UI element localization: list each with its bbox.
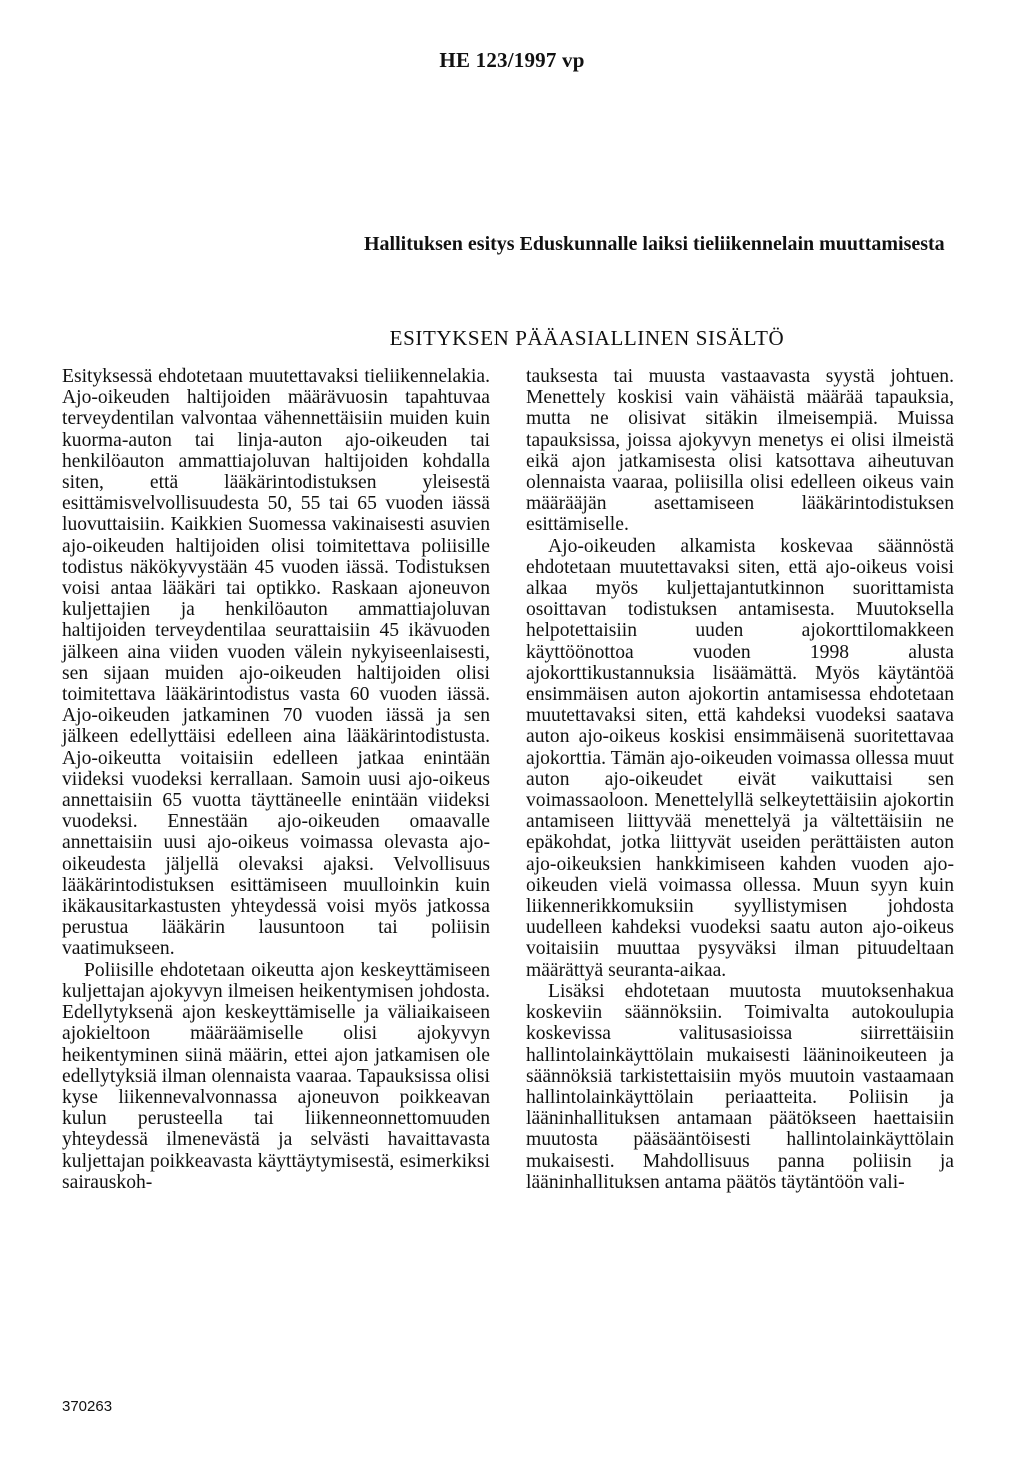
- paragraph: Poliisille ehdotetaan oikeutta ajon keskeyttämiseen kuljettajan ajokyvyn ilmeisen heikentymisen johdosta. Edellytyksenä ajon keskeyttämiselle ja väliaikaiseen ajokieltoon määräämiselle olisi ajokyvyn heikentyminen siinä määrin, ettei ajon jatkamisen ole edellytyksiä ilman olennaista vaaraa. Tapauksissa olisi kyse liikennevalvonnassa ajoneuvon poikkeavan kulun perusteella tai liikenneonnettomuuden yhteydessä ilmenevästä ja selvästi havaittavasta kuljettajan poikkeavasta käyttäytymisestä, esimerkiksi sairauskoh-: [62, 959, 490, 1193]
- left-column: [62, 366, 490, 1193]
- paragraph: Esityksessä ehdotetaan muutettavaksi tieliikennelakia. Ajo-oikeuden haltijoiden määrävuosin tapahtuvaa terveydentilan valvontaa vähennettäisiin muiden kuin kuorma-auton tai linja-auton ajo-oikeuden tai henkilöauton ammattiajoluvan haltijoiden kohdalla siten, että lääkärintodistuksen yleisestä esittämisvelvollisuudesta 50, 55 tai 65 vuoden iässä luovuttaisiin. Kaikkien Suomessa vakinaisesti asuvien ajo-oikeuden haltijoiden olisi toimitettava poliisille todistus näkökyvystään 45 vuoden iässä. Todistuksen voisi antaa lääkäri tai optikko. Raskaan ajoneuvon kuljettajien ja henkilöauton ammattiajoluvan haltijoiden terveydentilaa seurattaisiin 45 ikävuoden jälkeen aina viiden vuoden välein nykyiseenlaisesti, sen sijaan muiden ajo-oikeuden haltijoiden olisi toimitettava lääkärintodistus vasta 60 vuoden iässä. Ajo-oikeuden jatkaminen 70 vuoden iässä ja sen jälkeen edellyttäisi edelleen aina lääkärintodistusta. Ajo-oikeutta voitaisiin edelleen jatkaa enintään viideksi vuodeksi kerrallaan. Samoin uusi ajo-oikeus annettaisiin 65 vuotta täyttäneelle enintään viideksi vuodeksi. Ennestään ajo-oikeuden omaavalle annettaisiin uusi ajo-oikeus voimassa olevasta ajo-oikeudesta jäljellä olevaksi ajaksi. Velvollisuus lääkärintodistuksen esittämiseen muulloinkin kuin ikäkausitarkastusten yhteydessä voisi myös jatkossa perustua lääkärin lausuntoon tai poliisin vaatimukseen.: [62, 366, 490, 960]
- section-heading: ESITYKSEN PÄÄASIALLINEN SISÄLTÖ: [389, 326, 785, 350]
- document-title: Hallituksen esitys Eduskunnalle laiksi tieliikennelain muuttamisesta: [364, 233, 945, 255]
- paragraph: Ajo-oikeuden alkamista koskevaa säännöstä ehdotetaan muutettavaksi siten, että ajo-oikeus voisi alkaa myös kuljettajantutkinnon suorittamista osoittavan todistuksen antamisesta. Muutoksella helpotettaisiin uuden ajokorttilomakkeen käyttöönottoa vuoden 1998 alusta ajokorttikustannuksia lisäämättä. Myös käytäntöä ensimmäisen auton ajokortin antamisessa ehdotetaan muutettavaksi siten, että kahdeksi vuodeksi saatava auton ajo-oikeus koskisi ensimmäisenä suoritettavaa ajokorttia. Tämän ajo-oikeuden voimassa ollessa muut auton ajo-oikeudet eivät vaikuttaisi sen voimassaoloon. Menettelyllä selkeytettäisiin ajokortin antamiseen liittyvää menettelyä ja vältettäisiin ne epäkohdat, jotka liittyvät useiden perättäisten auton ajo-oikeuksien hankkimiseen kahden vuoden ajo-oikeuden vielä voimassa ollessa. Muun syyn kuin liikennerikkomuksiin syyllistymisen johdosta uudelleen kahdeksi vuodeksi saatu auton ajo-oikeus voitaisiin muuttaa pysyväksi ilman pituudeltaan määrättyä seuranta-aikaa.: [526, 535, 954, 981]
- paragraph: tauksesta tai muusta vastaavasta syystä johtuen. Menettely koskisi vain vähäistä määrää tapauksia, mutta ne olisivat sitäkin ilmeisempiä. Muissa tapauksissa, joissa ajokyvyn menetys ei olisi ilmeistä eikä ajon jatkamisesta olisi katsottava aiheutuvan olennaista vaaraa, poliisilla olisi edelleen oikeus vain määrääjän asettamiseen lääkärintodistuksen esittämiselle.: [526, 366, 954, 536]
- document-number: HE 123/1997 vp: [439, 48, 585, 72]
- print-code: 370263: [62, 1398, 113, 1415]
- paragraph: Lisäksi ehdotetaan muutosta muutoksenhakua koskeviin säännöksiin. Toimivalta autokoulupia koskevissa valitusasioissa siirrettäisiin hallintolainkäyttölain mukaisesti lääninoikeuteen ja säännöksiä tarkistettaisiin myös muutoin vastaamaan hallintolainkäyttölain periaatteita. Poliisin ja lääninhallituksen antamaan päätökseen haettaisiin muutosta pääsääntöisesti hallintolainkäyttölain mukaisesti. Mahdollisuus panna poliisin ja lääninhallituksen antama päätös täytäntöön vali-: [526, 980, 954, 1193]
- right-column: [526, 366, 954, 1193]
